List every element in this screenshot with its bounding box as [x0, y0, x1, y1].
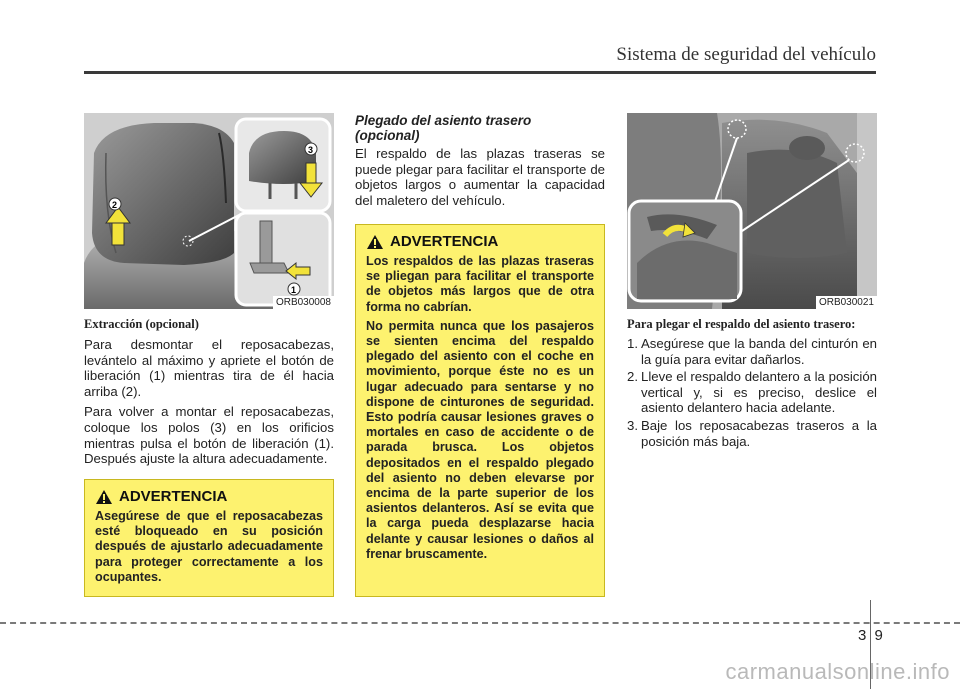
headrest-illustration — [84, 113, 334, 309]
watermark: carmanualsonline.info — [725, 659, 950, 684]
page-header-title: Sistema de seguridad del vehículo — [616, 44, 876, 65]
header-rule — [84, 71, 876, 74]
left-column — [84, 113, 334, 467]
rear-seat-illustration — [627, 113, 877, 309]
warning-box-headrest — [84, 479, 334, 597]
warning-title: ADVERTENCIA — [119, 488, 228, 505]
callout-2: 2 — [112, 200, 118, 210]
section-subheading-line2: (opcional) — [355, 128, 420, 143]
warning-text: Asegúrese de que el reposacabezas esté bloqueado en su posición después de ajustarlo adecuadamente para proteger correctamente a los ocupantes. — [95, 509, 323, 584]
paragraph: Para volver a montar el reposacabezas, coloque los polos (3) en los orificios mientras pulsa el botón de liberación (1). Después ajuste la altura adecuadamente. — [84, 404, 334, 467]
paragraph: El respaldo de las plazas traseras se puede plegar para facilitar el transporte de objetos largos o aumentar la capacidad del maletero del vehículo. — [355, 146, 605, 208]
warning-triangle-icon — [366, 234, 384, 250]
warning-title: ADVERTENCIA — [390, 233, 499, 250]
page-number: 3 9 — [858, 627, 885, 644]
figure-code: ORB030008 — [273, 296, 334, 309]
callout-3: 3 — [308, 145, 314, 155]
middle-column — [355, 113, 605, 208]
rear-seat-figure — [627, 113, 877, 309]
figure-code: ORB030021 — [816, 296, 877, 309]
warning-triangle-icon — [95, 489, 113, 505]
list-item: 2. Lleve el respaldo delantero a la posición vertical y, si es preciso, deslice el asiento delantero hacia adelante. — [627, 369, 877, 416]
right-column — [627, 113, 877, 449]
section-subheading: Para plegar el respaldo del asiento trasero: — [627, 317, 856, 331]
warning-paragraph: No permita nunca que los pasajeros se sienten encima del respaldo plegado del asiento con el coche en movimiento, porque éste no es un lugar adecuado para sentarse y no dispone de cinturones de seguridad. Esto podría causar lesiones graves o mortales en caso de accidente o de parada brusca. Los objetos depositados en el respaldo plegado del asiento no deben elevarse por encima de la parte superior de los asientos delanteros. Así se evita que la carga pueda desplazarse hacia delante y causar lesiones o daños al frenar bruscamente. — [366, 318, 594, 561]
footer-dashed-rule — [0, 622, 960, 624]
section-subheading: Extracción (opcional) — [84, 317, 199, 331]
paragraph: Para desmontar el reposacabezas, levántelo al máximo y apriete el botón de liberación (1) mientras tira de él hacia arriba (2). — [84, 337, 334, 399]
callout-1: 1 — [291, 285, 297, 295]
warning-paragraph: Los respaldos de las plazas traseras se pliegan para facilitar el transporte de objetos más largos que de otra forma no cabrían. — [366, 254, 594, 314]
steps-list — [627, 336, 877, 449]
section-subheading: Plegado del asiento trasero — [355, 113, 532, 128]
warning-box-rear-seat — [355, 224, 605, 597]
list-item: 1. Asegúrese que la banda del cinturón en la guía para evitar dañarlos. — [627, 336, 877, 367]
headrest-figure — [84, 113, 334, 309]
list-item: 3. Baje los reposacabezas traseros a la posición más baja. — [627, 417, 877, 449]
